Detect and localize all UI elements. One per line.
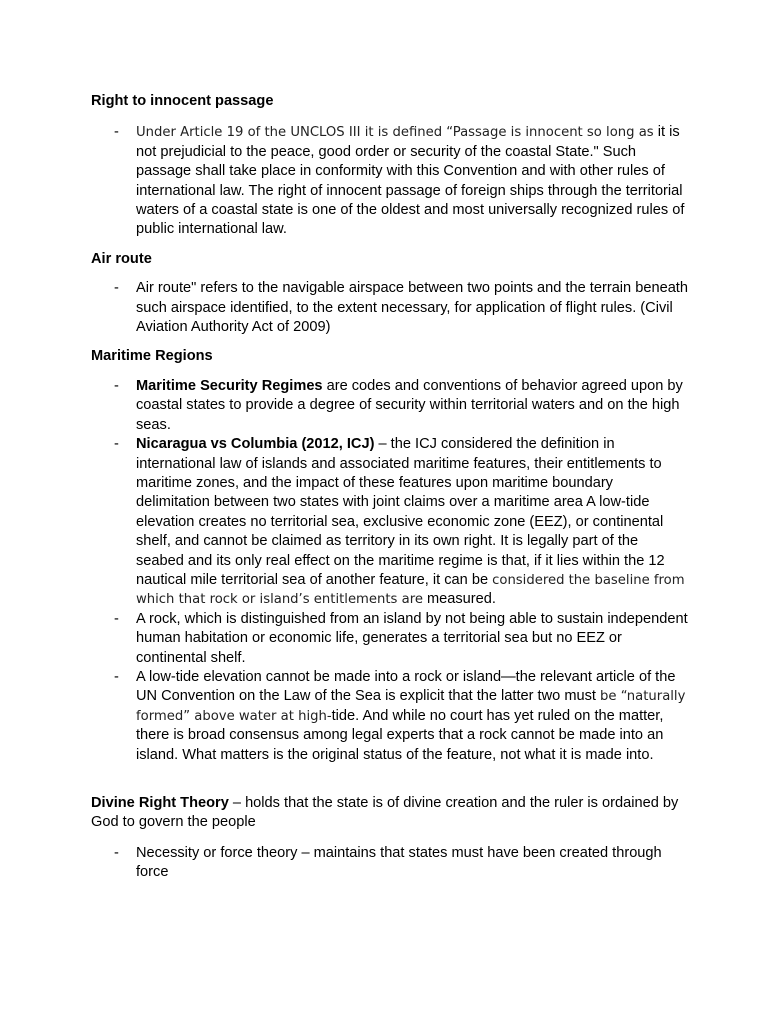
nicaragua-case-text: – the ICJ considered the definition in international law of islands and associated maritime features, their entitlements to maritime zones, and the impact of these features upon maritime boundary delimitation between two states with joint claims over a maritime area A low-tide elevation creates no territorial sea, exclusive economic zone (EEZ), or continental shelf, and cannot be claimed as territory in its own right. It is legally part of the seabed and its only real effect on the maritime regime is that, if it lies within the 12 nautical mile territorial sea of another feature, it can be bbox=[136, 436, 665, 588]
divine-right-text: – holds that the state is of divine creation and the ruler is ordained by God to govern the people bbox=[91, 795, 679, 831]
low-tide-elevation-text: A low-tide elevation cannot be made into a rock or island—the relevant article of the UN Convention on the Law of the Sea is explicit that the latter two must bbox=[136, 668, 676, 705]
list-item bbox=[91, 610, 688, 668]
dash-bullet: - bbox=[114, 124, 119, 141]
list-item bbox=[91, 123, 688, 239]
nicaragua-case-baseline-text: considered the baseline from which that rock or island’s entitlements are bbox=[136, 572, 685, 608]
maritime-regions-list bbox=[91, 377, 688, 765]
maritime-security-regimes-text: are codes and conventions of behavior agreed upon by coastal states to provide a degree of security within territorial waters and on the high seas. bbox=[136, 377, 683, 433]
dash-bullet: - bbox=[114, 668, 119, 685]
air-route-list bbox=[91, 279, 688, 337]
list-item bbox=[91, 279, 688, 337]
dash-bullet: - bbox=[114, 280, 119, 297]
divine-right-term: Divine Right Theory bbox=[91, 795, 229, 811]
air-route-text: Air route" refers to the navigable airspace between two points and the terrain beneath such airspace identified, to the extent necessary, for application of flight rules. (Civil Aviation Authority Act of 2009) bbox=[136, 280, 688, 336]
force-theory-text: Necessity or force theory – maintains that states must have been created through force bbox=[136, 844, 662, 881]
innocent-passage-list bbox=[91, 123, 688, 239]
article-19-text: it is not prejudicial to the peace, good order or security of the coastal State." Such passage shall take place in conformity with this Convention and with other rules of international law. The right of innocent passage of foreign ships through the territorial waters of a coastal state is one of the oldest and most universally recognized rules of public international law. bbox=[136, 124, 685, 238]
dash-bullet: - bbox=[114, 377, 119, 394]
list-item bbox=[91, 377, 688, 435]
section-heading-maritime-regions: Maritime Regions bbox=[91, 348, 213, 365]
rock-definition-text: A rock, which is distinguished from an island by not being able to sustain independent human habitation or economic life, generates a territorial sea but no EEZ or continental shelf. bbox=[136, 610, 688, 666]
nicaragua-case-tail: measured. bbox=[427, 591, 496, 608]
divine-right-paragraph bbox=[91, 794, 688, 833]
section-heading-air-route: Air route bbox=[91, 250, 152, 267]
maritime-security-regimes-term: Maritime Security Regimes bbox=[136, 377, 323, 394]
article-19-lead: Under Article 19 of the UNCLOS III it is defined “Passage is innocent so long as bbox=[136, 125, 654, 141]
dash-bullet: - bbox=[114, 436, 119, 453]
dash-bullet: - bbox=[114, 844, 119, 861]
dash-bullet: - bbox=[114, 610, 119, 627]
nicaragua-case-term: Nicaragua vs Columbia (2012, ICJ) bbox=[136, 436, 375, 453]
list-item bbox=[91, 668, 688, 765]
divine-right-list bbox=[91, 844, 688, 883]
low-tide-elevation-tail: tide. And while no court has yet ruled on the matter, there is broad consensus among legal experts that a rock cannot be made into an island. What matters is the original status of the feature, not what it is made into. bbox=[136, 707, 664, 763]
list-item bbox=[91, 844, 688, 883]
section-heading-innocent-passage: Right to innocent passage bbox=[91, 93, 274, 109]
naturally-formed-text: be “naturally formed” above water at high- bbox=[136, 689, 686, 724]
list-item bbox=[91, 435, 688, 610]
